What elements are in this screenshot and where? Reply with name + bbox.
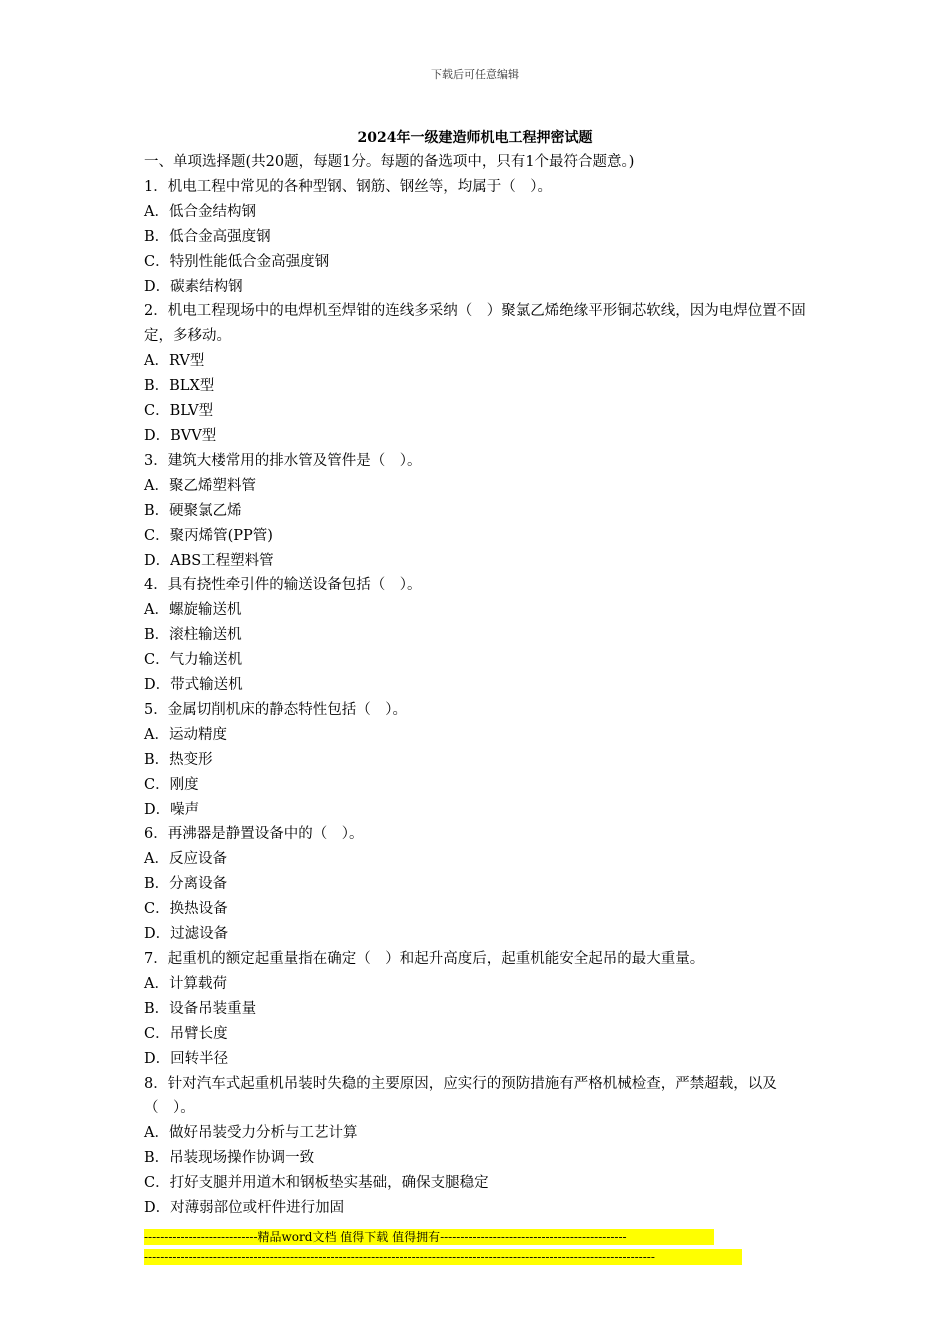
page-header: 下载后可任意编辑 [431, 68, 519, 81]
answer-option: A．运动精度 [144, 726, 227, 743]
document-body [144, 150, 812, 1221]
footer-line-1: ----------------------------精品word文档 值得下载 值得拥有---------------------------------------------- [144, 1229, 714, 1245]
question-text: 2．机电工程现场中的电焊机至焊钳的连线多采纳（ ）聚氯乙烯绝缘平形铜芯软线，因为电焊位置不固定，多移动。 [144, 303, 806, 345]
answer-option: C．打好支腿并用道木和钢板垫实基础，确保支腿稳定 [144, 1175, 489, 1192]
answer-option: A．螺旋输送机 [144, 602, 242, 619]
answer-option: A．聚乙烯塑料管 [144, 477, 256, 494]
answer-option: C．气力输送机 [144, 652, 243, 669]
question-block [144, 1072, 812, 1221]
answer-option: B．设备吊装重量 [144, 1000, 257, 1017]
question-list [144, 175, 812, 1221]
answer-option: B．分离设备 [144, 876, 228, 893]
answer-option: D．带式输送机 [144, 677, 243, 694]
answer-option: A．做好吊装受力分析与工艺计算 [144, 1125, 358, 1142]
question-block [144, 449, 812, 574]
section-heading: 一、单项选择题(共20题，每题1分。每题的备选项中，只有1个最符合题意。) [144, 154, 635, 170]
answer-option: D．对薄弱部位或杆件进行加固 [144, 1200, 345, 1217]
answer-option: C．聚丙烯管(PP管) [144, 527, 273, 544]
answer-option: A．低合金结构钢 [144, 203, 256, 220]
answer-option: B．低合金高强度钢 [144, 228, 271, 245]
answer-option: B．硬聚氯乙烯 [144, 502, 242, 519]
question-text: 7．起重机的额定起重量指在确定（ ）和起升高度后，起重机能安全起吊的最大重量。 [144, 951, 705, 967]
answer-option: D．过滤设备 [144, 926, 229, 943]
question-text: 5．金属切削机床的静态特性包括（ ）。 [144, 701, 407, 718]
answer-option: C．刚度 [144, 776, 199, 793]
question-block [144, 299, 812, 448]
question-block [144, 947, 812, 1072]
question-text: 3．建筑大楼常用的排水管及管件是（ ）。 [144, 452, 422, 469]
answer-option: D．噪声 [144, 801, 200, 818]
answer-option: D．回转半径 [144, 1050, 229, 1067]
answer-option: A．反应设备 [144, 851, 227, 868]
footer-banner [144, 1229, 744, 1269]
answer-option: A．RV型 [144, 353, 205, 370]
answer-option: D．BVV型 [144, 427, 217, 444]
question-block [144, 573, 812, 698]
answer-option: C．吊臂长度 [144, 1025, 228, 1042]
answer-option: C．BLV型 [144, 403, 214, 420]
answer-option: B．BLX型 [144, 378, 215, 395]
answer-option: B．滚柱输送机 [144, 627, 242, 644]
question-text: 4．具有挠性牵引件的输送设备包括（ ）。 [144, 577, 422, 594]
answer-option: A．计算载荷 [144, 975, 227, 992]
answer-option: B．吊装现场操作协调一致 [144, 1150, 315, 1167]
document-title: 2024年一级建造师机电工程押密试题 [357, 130, 593, 146]
footer-line-2: ------------------------------------------------------------------------------------------------------------------------------ [144, 1249, 742, 1265]
question-block [144, 698, 812, 823]
question-text: 1．机电工程中常见的各种型钢、钢筋、钢丝等，均属于（ ）。 [144, 178, 552, 195]
question-block [144, 175, 812, 300]
answer-option: C．特别性能低合金高强度钢 [144, 253, 330, 270]
question-block [144, 822, 812, 947]
question-text: 6．再沸器是静置设备中的（ ）。 [144, 826, 364, 843]
answer-option: C．换热设备 [144, 901, 228, 918]
question-text: 8．针对汽车式起重机吊装时失稳的主要原因，应实行的预防措施有严格机械检查，严禁超载，以及（ ）。 [144, 1075, 777, 1117]
answer-option: D．ABS工程塑料管 [144, 552, 274, 569]
answer-option: D．碳素结构钢 [144, 278, 243, 295]
answer-option: B．热变形 [144, 751, 213, 768]
